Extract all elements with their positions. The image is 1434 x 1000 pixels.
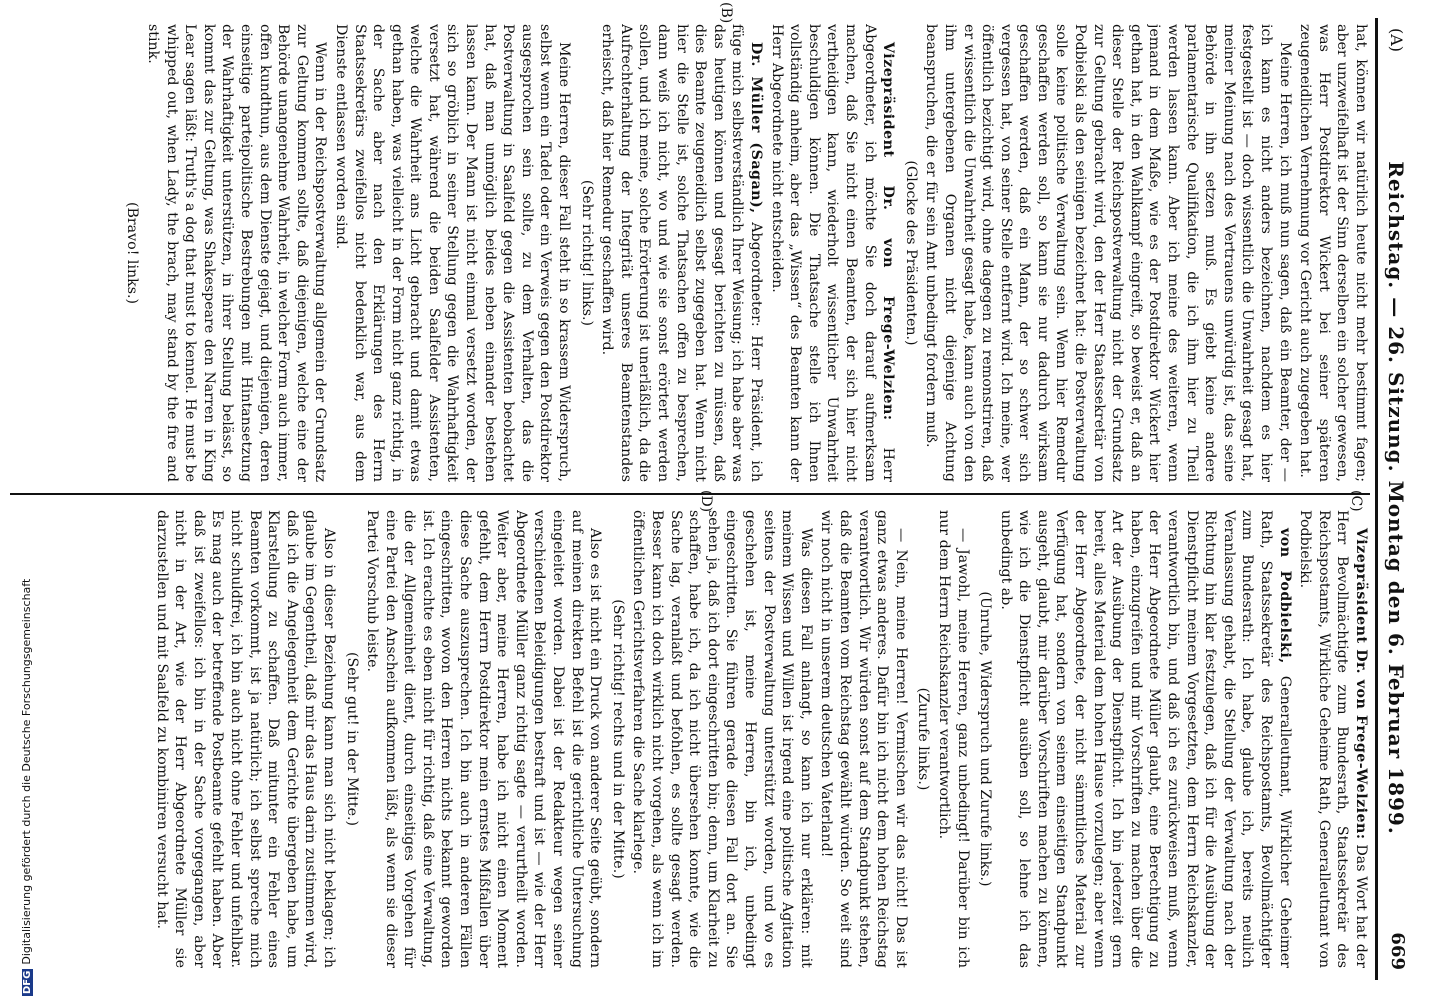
left-column bbox=[10, 24, 1370, 482]
stage-direction: (Sehr richtig! rechts und in der Mitte.) bbox=[609, 599, 626, 879]
right-top-marker: (C) bbox=[1348, 490, 1364, 512]
funding-credit-text bbox=[20, 296, 36, 996]
funding-credit bbox=[4, 0, 33, 1000]
stage-direction: (Glocke des Präsidenten.) bbox=[902, 160, 919, 346]
paragraph: Also in dieser Beziehung kann man sich nicht beklagen; ich glaube im Gegentheil, daß mir das Haus darin zustimmen wird, daß ich die Angelegenheit dem Gerichte übergeben habe, um Klarstellung zu schaffen. Daß mitunter ein Fehler eines Beamten vorkommt, ist ja natürlich; ich selbst spreche mich nicht schuldfrei, ich bin auch nicht ohne Fehler und unfehlbar. Es mag auch der betreffende Postbeamte gefehlt haben. Aber daß ist zweifellos: ich bin in der Sache vorgegangen, aber nicht in der Art, wie der Herr Abgeordnete Müller sie darzustellen und mit Saalfeld zu kombiniren versucht hat. bbox=[153, 510, 337, 968]
page-title: Reichstag. — 26. Sitzung. Montag den 6. Februar 1899. bbox=[1384, 161, 1408, 835]
header-left-marker: (A) bbox=[1387, 28, 1406, 53]
page-header bbox=[1382, 18, 1412, 980]
stage-direction: (Sehr richtig! links.) bbox=[578, 179, 595, 327]
speech-text: Herr Abgeordneter, ich möchte Sie doch darauf aufmerksam machen, daß Sie nicht einen Beamten, der sich hier nicht vertheidigen kann, wiederholt wissentlicher Unwahrheit beschuldigen können. Die Thatsache stelle ich Ihnen vollständig anheim, aber das „Wissen“ des Beamten kann der Herr Abgeordnete nicht entscheiden. bbox=[768, 24, 897, 482]
credit-text: Digitalisierung gefördert durch die Deutsche Forschungsgemeinschaft bbox=[20, 578, 33, 965]
speech-text: Das Wort hat der Herr Bevollmächtigte zum Bundesrath, Staatssekretär des Reichspostamts, Wirkliche Geheime Rath, Generalleutnant von Podbielski. bbox=[1297, 510, 1369, 968]
dfg-logo: DFG bbox=[22, 970, 33, 994]
paragraph: Wenn in der Reichspostverwaltung allgemein der Grundsatz zur Geltung kommen sollte, daß diejenigen, welche eine der Behörde unangenehme Wahrheit, in welcher Form auch immer, offen kundthun, aus dem Dienste gejagt, und diejenigen, deren einseitige parteipolitische Bestrebungen mit Hintansetzung der Wahrhaftigkeit unterstützen, in ihrer Stellung belässt, so kommt das zur Geltung, was Shakespeare den Narren in King Lear sagen läßt: Truth's a dog that must to kennel. He must be whipped out, when Lady, the brach, may stand by the fire and stink. bbox=[145, 24, 329, 482]
page-number: 669 bbox=[1387, 932, 1408, 970]
speaker-name: von Podbielski, bbox=[1276, 528, 1293, 664]
paragraph: Also es ist nicht ein Druck von anderer Seite geübt, sondern auf meinen direkten Befehl ist die gerichtliche Untersuchung eingeleitet worden. Dabei ist der Redakteur wegen seiner verschiedenen Beleidigungen bestraft und ist — wie der Herr Abgeordnete Müller ganz richtig sagte — verurtheilt worden. Weiter aber, meine Herren, habe ich nicht einen Moment gefehlt, dem Herrn Postdirektor mein ernstes Mißfallen über diese Sache auszusprechen. Ich bin auch in anderen Fällen eingeschritten, wovon den Herren nichts bekannt geworden ist. Ich erachte es eben nicht für richtig, daß eine Verwaltung, die der Allgemeinheit dient, durch einseitiges Vorgehen für eine Partei den Anschein aufkommen läßt, als wenn sie dieser Partei Vorschub leiste. bbox=[364, 510, 604, 968]
paragraph: — Nein, meine Herren! Vermischen wir das nicht! Das ist ganz etwas anderes. Dafür bin ich nicht dem hohen Reichstag verantwortlich. Wir würden sonst auf dem Standpunkt stehen, daß die Beamten vom Reichstag gewählt würden. So weit sind wir noch nicht in unserem deutschen Vaterland! bbox=[818, 510, 909, 968]
paragraph: Was diesen Fall anlangt, so kann ich nur erklären: mit meinem Wissen und Willen ist irgend eine politische Agitation seitens der Postverwaltung unterstützt worden, und wo es geschehen ist, meine Herren, bin ich, unbedingt eingeschritten. Sie führen gerade diesen Fall dort an. Sie sehen ja, daß ich dort eingeschritten bin; denn, um Klarheit zu schaffen, habe ich, da ich nicht übersehen konnte, wie die Sache lag, veranlaßt und befohlen, es sollte gesagt werden. Besser kann ich doch wirklich nicht vorgehen, als wenn ich im öffentlichen Gerichtsverfahren die Sache klarlege. bbox=[630, 510, 814, 968]
paragraph bbox=[1296, 510, 1370, 968]
speech-text: Generalleutnant, Wirklicher Geheimer Rath, Staatssekretär des Reichspostamts, Bevollmächtigter zum Bundesrath: Ich habe, glaube ich, bereits neulich Veranlassung gehabt, die Stellung der Verwaltung nach der Richtung hin klar festzulegen, daß ich für die Ausübung der Dienstpflicht meinem Vorgesetzten, dem Herrn Reichskanzler, verantwortlich bin, und daß ich es zurückweisen muß, wenn der Herr Abgeordnete Müller glaubt, eine Berechtigung zu haben, einzugreifen und mir Vorschriften zu machen über die Art der Ausübung der Dienstpflicht. Ich bin jederzeit gern bereit, alles Material dem hohen Hause vorzulegen; aber wenn der Herr Abgeordnete, der nicht sämmtliches Material zur Verfügung hat, sondern von seinem einseitigen Standpunkt ausgeht, glaubt, mir darüber Vorschriften machen zu können, wie ich die Dienstpflicht ausüben soll, so lehne ich das unbedingt ab. bbox=[997, 510, 1293, 968]
speaker-name: Vizepräsident Dr. von Frege-Welzien: bbox=[1353, 528, 1369, 840]
speaker-name: Dr. Müller (Sagan), bbox=[748, 42, 764, 214]
right-column bbox=[10, 510, 1370, 968]
paragraph bbox=[996, 510, 1294, 968]
paragraph: — Jawohl, meine Herren, ganz unbedingt! Darüber bin ich nur dem Herrn Reichskanzler verantwortlich. bbox=[935, 510, 971, 968]
paragraph: Meine Herren, dieser Fall steht in so krassem Widerspruch, selbst wenn ein Tadel oder ein Verweis gegen den Postdirektor ausgesprochen sein sollte, zu dem Verhalten, das die Postverwaltung in Saalfeld gegen die Assistenten beobachtet hat, daß man unmöglich beides neben einander bestehen lassen kann. Der Mann ist nicht einmal versetzt worden, der sich so gröblich in seiner Stellung gegen die Wahrhaftigkeit versetzt hat, während die beiden Saalfelder Assistenten, welche die Wahrheit ans Licht gebracht und damit etwas gethan haben, was vielleicht in der Form nicht ganz richtig, in der Sache aber nach den Erklärungen des Herrn Staatssekretärs zweifellos nicht bedenklich war, aus dem Dienste entlassen worden sind. bbox=[332, 24, 573, 482]
column-divider bbox=[10, 493, 1370, 495]
paragraph: Meine Herren, ich muß nun sagen, daß ein Beamter, der — ich kann es nicht anders bezeichnen, nachdem es hier festgestellt ist — doch wissentlich die Unwahrheit gesagt hat, meiner Meinung nach des Vertrauens unwürdig ist, das seine Behörde in ihn setzen muß. Es giebt keine andere parlamentarische Qualifikation, die ich ihm hier zu Theil werden lassen kann. Aber ich meine des weiteren, wenn jemand in dem Maße, wie es der Postdirektor Wickert hier gethan hat, in den Wahlkampf eingreift, so beweist er, daß an dieser Stelle der Reichspostverwaltung nicht der Grundsatz zur Geltung gebracht wird, den der Herr Staatssekretär von Podbielski als den seinigen bezeichnet hat: die Postverwaltung solle keine politische Verwaltung sein. Wenn hier Remedur geschaffen werden soll, so kann sie nur dadurch wirksam geschaffen werden, daß ein Mann, der so schwer sich vergessen hat, von seiner Stelle entfernt wird. Ich meine, wer öffentlich bezichtigt wird, ohne dagegen zu remonstriren, daß er wissentlich die Unwahrheit gesagt habe, kann auch von den ihm untergebenen Organen nicht diejenige Achtung beanspruchen, die er für sein Amt unbedingt fordern muß. bbox=[923, 24, 1293, 482]
stage-direction: (Unruhe, Widerspruch und Zurufe links.) bbox=[977, 591, 994, 887]
speech-text: Abgeordneter: Herr Präsident, ich füge mich selbstverständlich Ihrer Weisung; ich habe aber was das heutigen können und gesagt berichten zu müssen, daß dies Beamte zeugeneidlich selbst zugegeben hat. Wenn nicht hier die Stelle ist, solche Thatsachen offen zu besprechen, dann weiß ich nicht, wo und wie sie sonst erörtert werden sollen, und ich meine, solche Erörterung ist unerläßlich, da die Aufrechterhaltung der Integrität unseres Beamtenstandes erheischt, daß hier Remedur geschaffen wird. bbox=[599, 24, 764, 482]
stage-direction: (Bravo! links.) bbox=[124, 201, 141, 305]
paragraph bbox=[598, 24, 765, 482]
header-rule bbox=[1375, 18, 1378, 980]
left-lower-marker: (B) bbox=[718, 2, 734, 24]
paragraph: hat, können wir natürlich heute nicht mehr bestimmt fagen; aber unzweifelhaft ist der Sinn derselben ein solcher gewesen, was Herr Postdirektor Wickert bei seiner späteren zeugeneidlichen Vernehmung vor Gericht auch zugegeben hat. bbox=[1297, 24, 1369, 482]
stage-direction: (Zurufe links.) bbox=[915, 687, 932, 791]
stage-direction: (Sehr gut! in der Mitte.) bbox=[343, 651, 360, 827]
right-lower-marker: (D) bbox=[698, 490, 714, 513]
speaker-name: Vizepräsident Dr. von Frege-Welzien: bbox=[880, 42, 897, 421]
paragraph bbox=[767, 24, 897, 482]
